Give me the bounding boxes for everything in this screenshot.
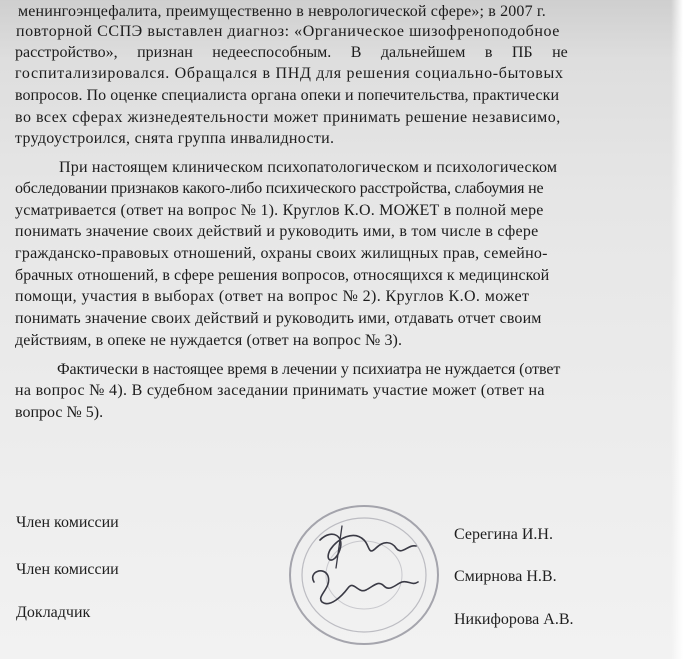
text-line-16: действиям, в опеке не нуждается (ответ на вопрос № 3). xyxy=(15,332,403,349)
text-line-14: помощи, участия в выборах (ответ на вопрос № 2). Круглов К.О. может xyxy=(15,288,530,305)
signature-name-1: Серегина И.Н. xyxy=(454,526,553,543)
text-line-2: повторной ССПЭ выставлен диагноз: «Органическое шизофреноподобное xyxy=(16,23,560,40)
text-line-17: Фактически в настоящее время в лечении у психиатра не нуждается (ответ xyxy=(57,361,561,378)
signature-name-2: Смирнова Н.В. xyxy=(454,568,557,585)
text-line-19: вопрос № 5). xyxy=(15,404,104,421)
signature-role-2: Член комиссии xyxy=(16,561,119,578)
signature-scribble-1 xyxy=(320,526,416,568)
signature-name-3: Никифорова А.В. xyxy=(454,611,574,628)
text-line-10: усматривается (ответ на вопрос № 1). Круглов К.О. МОЖЕТ в полной мере xyxy=(15,202,544,219)
text-line-9: обследовании признаков какого-либо психического расстройства, слабоумия не xyxy=(15,180,544,197)
text-line-5: вопросов. По оценке специалиста органа опеки и попечительства, практически xyxy=(15,87,560,104)
text-line-15: понимать значение своих действий и руководить ими, отдавать отчет своим xyxy=(15,310,542,327)
text-line-4: госпитализировался. Обращался в ПНД для решения социально-бытовых xyxy=(15,65,564,82)
text-line-11: понимать значение своих действий и руководить ими, в том числе в сфере xyxy=(15,223,539,240)
text-line-3: расстройство», признан недееспособным. В дальнейшем в ПБ не xyxy=(15,44,568,61)
text-line-6: во всех сферах жизнедеятельности может принимать решение независимо, xyxy=(15,109,561,126)
text-line-18: на вопрос № 4). В судебном заседании принимать участие может (ответ на xyxy=(15,382,545,399)
text-line-8: При настоящем клиническом психопатологическом и психологическом xyxy=(59,159,558,176)
signature-role-1: Член комиссии xyxy=(16,514,119,531)
signature-role-3: Докладчик xyxy=(16,604,91,621)
text-line-12: гражданско-правовых отношений, охраны своих жилищных прав, семейно- xyxy=(15,245,548,262)
text-line-7: трудоустроился, снята группа инвалидности. xyxy=(15,130,335,147)
text-line-13: брачных отношений, в сфере решения вопросов, относящихся к медицинской xyxy=(15,267,550,284)
stamp-seal-icon xyxy=(284,500,444,650)
text-line-1: менингоэнцефалита, преимущественно в неврологической сфере»; в 2007 г. xyxy=(18,3,546,20)
